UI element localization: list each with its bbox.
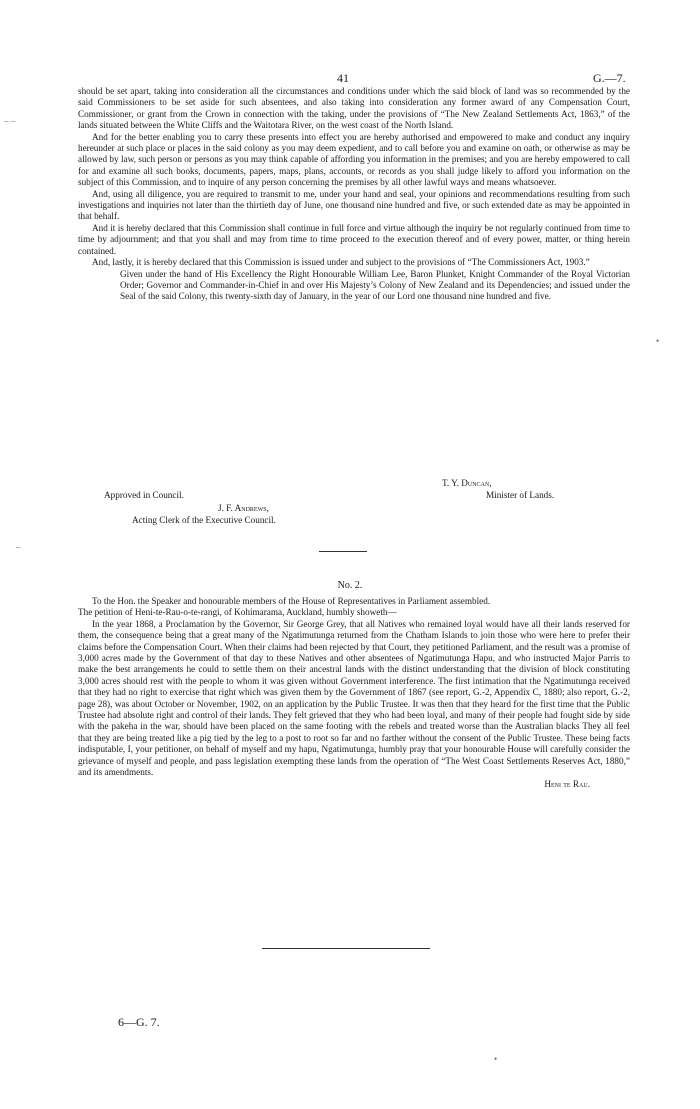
petitioner-signature: Heni te Rau. <box>544 778 590 789</box>
end-rule <box>262 948 430 949</box>
given-under-hand: Given under the hand of His Excellency the Right Honourable William Lee, Baron Plunket, Knight Commander of the Royal Victorian Order; Governor and Commander-in-Chief in and over His Majesty’s Colony of New Zealand and its Dependencies; and issued under the Seal of the said Colony, this twenty-sixth day of January, in the year of our Lord one thousand nine hundred and five. <box>120 268 630 302</box>
margin-mark: • <box>494 1054 498 1064</box>
margin-mark: • <box>656 336 660 346</box>
commission-text <box>78 86 630 303</box>
paragraph: And for the better enabling you to carry these presents into effect you are hereby authorised and empowered to make and conduct any inquiry hereunder at such place or places in the said colony as you may deem expedient, and to call before you and examine on oath, or otherwise as may be allowed by law, such person or persons as you may think capable of affording you information in the premises; and you are hereby empowered to call for and examine all such books, documents, papers, maps, plans, accounts, or records as you shall judge likely to afford you information on the subject of this Commission, and to inquire of any person concerning the premises by all other lawful ways and means whatsoever. <box>78 131 630 188</box>
petition-text <box>78 596 630 790</box>
margin-mark: – <box>16 542 21 552</box>
signatory-name: T. Y. Duncan, <box>442 478 492 488</box>
section-number: No. 2. <box>337 580 363 591</box>
paragraph: And, lastly, it is hereby declared that this Commission is issued under and subject to the provisions of “The Commissioners Act, 1903.” <box>92 257 590 268</box>
paragraph: And, using all diligence, you are required to transmit to me, under your hand and seal, your opinions and recommendations resulting from such investigations and inquiries not later than the thirtieth day of June, one thousand nine hundred and five, or such extended date as may be appointed in that behalf. <box>78 188 630 222</box>
petition-address: To the Hon. the Speaker and honourable members of the House of Representatives in Parliament assembled. <box>92 596 491 606</box>
signature-mark: 6—G. 7. <box>118 1015 160 1029</box>
margin-mark: – – <box>4 116 16 126</box>
clerk-name: J. F. Andrews, <box>218 503 269 513</box>
page-number: 41 <box>337 71 349 85</box>
document-reference: G.—7. <box>593 71 626 85</box>
clerk-title: Acting Clerk of the Executive Council. <box>132 515 276 525</box>
section-divider <box>319 551 367 552</box>
signatory-title: Minister of Lands. <box>486 490 555 500</box>
petition-body: In the year 1868, a Proclamation by the Governor, Sir George Grey, that all Natives who remained loyal would have all their lands reserved for them, the consequence being that a great many of the Ngatimutunga returned from the Chatham Islands to join those who were here to prefer their claims before the Compensation Court. When their claims had been rejected by that Court, they petitioned Parliament, and the result was a promise of 3,000 acres made by the Government of that day to these Natives and other absentees of Ngatimutunga Hapu, and who instructed Major Parris to make the best arrangements he could to settle them on their ancestral lands with the distinct understanding that the division of block constituting 3,000 acres should rest with the people to whom it was given without Government interference. The first intimation that the Ngatimutunga received that they had no right to exercise that right which was given them by the Government of 1867 (see report, G.-2, Appendix C, 1880; also report, G.-2, page 28), was about October or November, 1902, on an application by the Public Trustee. It was then that they heard for the first time that the Public Trustee had absolute right and control of their lands. They felt grieved that they who had been loyal, and many of their people had fought side by side with the pakeha in the war, should have been placed on the same footing with the rebels and treated worse than the Australian blacks They all feel that they are being treated like a pig tied by the leg to a post to root so far and no farther without the consent of the Public Trustee. These being facts indisputable, I, your petitioner, on behalf of myself and my hapu, Ngatimutunga, humbly pray that your honourable House will carefully consider the grievance of myself and people, and pass legislation exempting these lands from the operation of “The West Coast Settlements Reserves Act, 1880,” and its amendments. <box>78 618 630 778</box>
paragraph: should be set apart, taking into consideration all the circumstances and conditions under which the said block of land was so recommended by the said Commissioners to be set aside for such absentees, and also taking into consideration any former award of any Compensation Court, Commissioner, or grant from the Crown in connection with the taking, under the provisions of “The New Zealand Settlements Act, 1863,” of the lands situated between the White Cliffs and the Waitotara River, on the west coast of the North Island. <box>78 86 630 131</box>
petition-intro: The petition of Heni-te-Rau-o-te-rangi, of Kohimarama, Auckland, humbly showeth— <box>78 607 397 618</box>
paragraph: And it is hereby declared that this Commission shall continue in full force and virtue although the inquiry be not regularly continued from time to time by adjournment; and that you shall and may from time to time proceed to the execution thereof and of every power, matter, or thing herein contained. <box>78 222 630 256</box>
approved-in-council: Approved in Council. <box>104 490 184 500</box>
